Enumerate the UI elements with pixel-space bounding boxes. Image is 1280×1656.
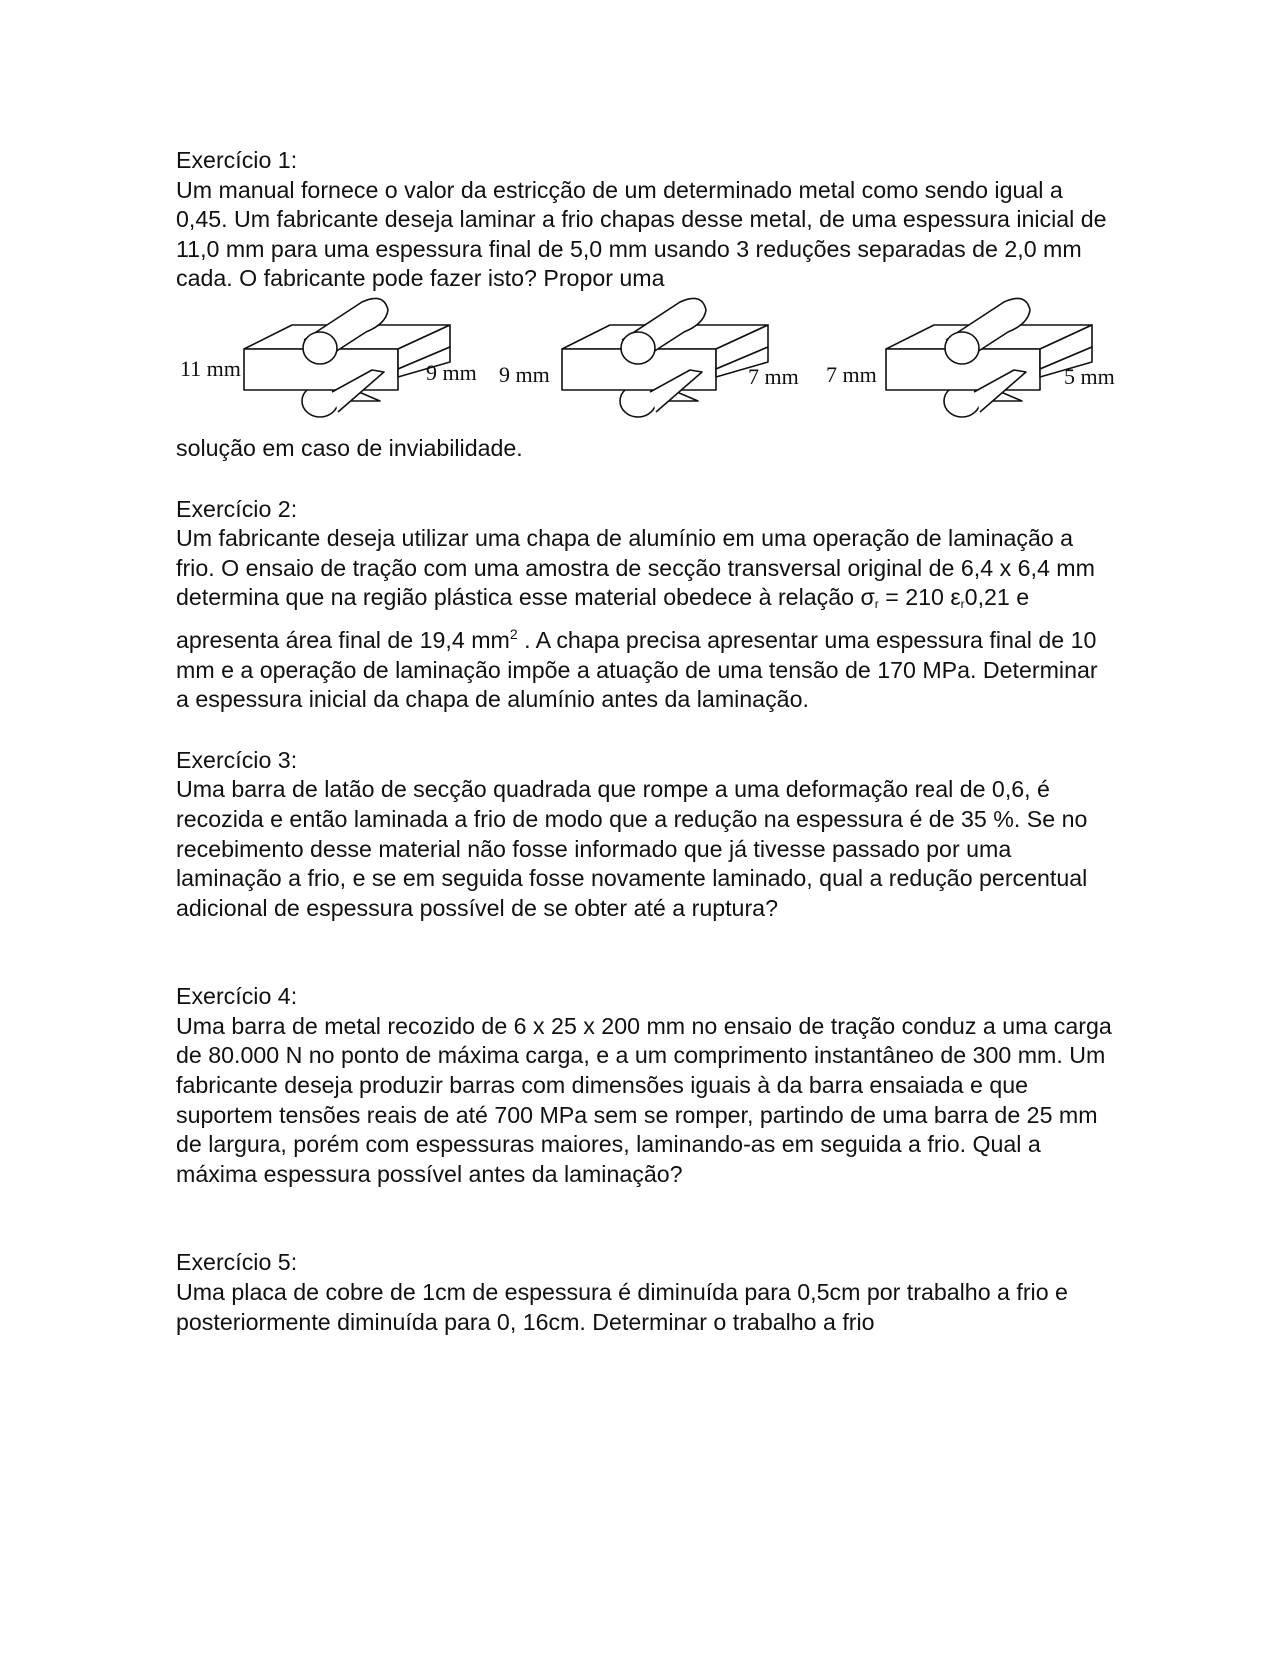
exercise-2-title: Exercício 2:: [176, 495, 298, 522]
exercise-3-text: Uma barra de latão de secção quadrada que rompe a uma deformação real de 0,6, é recozida e então laminada a frio de modo que a redução na espessura é de 35 %. Se no recebimento desse material não fosse informado que já tivesse passado por uma laminação a frio, e se em seguida fosse novamente laminado, qual a redução percentual adicional de espessura possível de se obter até a ruptura?: [176, 776, 1088, 921]
stage-2-input-label: 9 mm: [499, 361, 550, 387]
stage-3-input-label: 7 mm: [826, 361, 877, 387]
stage-2-output-label: 7 mm: [748, 363, 799, 389]
exercise-1-text: Um manual fornece o valor da estricção de um determinado metal como sendo igual a 0,45. Um fabricante deseja laminar a frio chapas desse metal, de uma espessura inicial de 11,0 mm para uma espessura final de 5,0 mm usando 3 reduções separadas de 2,0 mm cada. O fabricante pode fazer isto? Propor uma: [176, 176, 1107, 292]
equation-end: 0,21 e apresenta área final de 19,4 mm: [176, 584, 1030, 653]
exercise-4-title: Exercício 4:: [176, 983, 298, 1010]
exercise-3-title: Exercício 3:: [176, 746, 298, 773]
stage-3-output-label: 5 mm: [1064, 363, 1115, 389]
exercise-5-text: Uma placa de cobre de 1cm de espessura é diminuída para 0,5cm por trabalho a frio e posteriormente diminuída para 0, 16cm. Determinar o trabalho a frio: [176, 1279, 1068, 1335]
exercise-1-text-after: solução em caso de inviabilidade.: [176, 434, 523, 461]
epsilon-subscript: r: [960, 597, 965, 612]
exercise-2-text: [176, 524, 1116, 715]
document-page: [176, 146, 1116, 1337]
exercise-4: [176, 982, 1116, 1189]
exercise-2: [176, 495, 1116, 715]
rolling-diagram-svg: [172, 294, 1172, 434]
roll-stage-2: [562, 298, 768, 417]
exercise-4-text: Uma barra de metal recozido de 6 x 25 x 200 mm no ensaio de tração conduz a uma carga de 80.000 N no ponto de máxima carga, e a um comprimento instantâneo de 300 mm. Um fabricante deseja produzir barras com dimensões iguais à da barra ensaiada e que suportem tensões reais de até 700 MPa sem se romper, partindo de uma barra de 25 mm de largura, porém com espessuras maiores, laminando-as em seguida a frio. Qual a máxima espessura possível antes da laminação?: [176, 1012, 1112, 1187]
stage-1-input-label: 11 mm: [180, 355, 241, 381]
epsilon-symbol: ε: [950, 584, 961, 611]
exercise-5: [176, 1248, 1116, 1337]
area-superscript: 2: [509, 625, 518, 642]
exercise-1-title: Exercício 1:: [176, 147, 298, 173]
exercise-2-text-a: Um fabricante deseja utilizar uma chapa de alumínio em uma operação de laminação a frio. O ensaio de tração com uma amostra de secção transversal original de 6,4 x 6,4 mm determina que na região plástica esse material obedece à relação: [176, 525, 1095, 611]
sigma-subscript: r: [874, 597, 879, 612]
exercise-3: [176, 746, 1116, 924]
stage-1-output-label: 9 mm: [426, 359, 477, 385]
sigma-symbol: σ: [860, 584, 875, 611]
rolling-diagram: [172, 294, 1172, 434]
exercise-1: [176, 146, 1116, 294]
roll-stage-3: [886, 298, 1092, 417]
exercise-2-text-b: . A chapa precisa apresentar uma espessura final de 10 mm e a operação de laminação impõe a atuação de uma tensão de 170 MPa. Determinar a espessura inicial da chapa de alumínio antes da laminação.: [176, 626, 1098, 713]
exercise-1-continuation: [176, 434, 1116, 464]
equation-mid: = 210: [878, 584, 951, 611]
exercise-5-title: Exercício 5:: [176, 1249, 298, 1276]
roll-stage-1: [244, 298, 450, 417]
